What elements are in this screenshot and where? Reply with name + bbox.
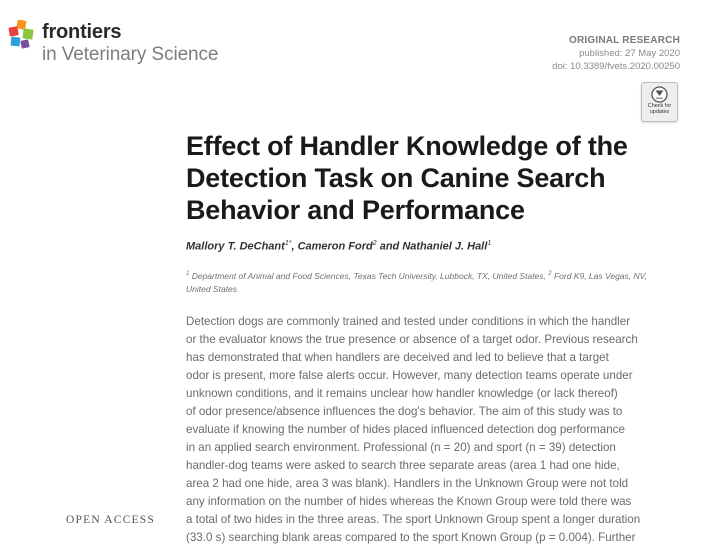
abstract-line: (33.0 s) searching blank areas compared to the sport Known Group (p = 0.004). Further bbox=[186, 531, 636, 544]
journal-brand: frontiers bbox=[42, 21, 122, 43]
author-name[interactable]: Cameron Ford bbox=[297, 240, 373, 253]
published-date: published: 27 May 2020 bbox=[579, 48, 680, 59]
affiliation-text: Ford K9, Las Vegas, NV, bbox=[551, 270, 648, 281]
author-affiliation-marker: 1 bbox=[487, 240, 492, 247]
abstract-line: any information on the number of hides whereas the Known Group were told there was bbox=[186, 495, 632, 508]
open-access-label: OPEN ACCESS bbox=[66, 514, 155, 526]
author-separator: and bbox=[376, 240, 403, 253]
author-name[interactable]: Mallory T. DeChant bbox=[186, 240, 285, 253]
article-type: ORIGINAL RESEARCH bbox=[568, 35, 680, 46]
abstract-line: has demonstrated that when handlers are deceived and led to believe that a target bbox=[186, 351, 609, 364]
abstract-line: or the evaluator knows the true presence or absence of a target odor. Previous research bbox=[186, 333, 638, 346]
check-for-updates-label bbox=[642, 103, 677, 115]
abstract-line: in an applied search environment. Professional (n = 20) and sport (n = 39) detection bbox=[186, 441, 616, 454]
badge-line-1: Check for bbox=[647, 103, 672, 109]
affiliation-text: United States bbox=[186, 283, 238, 294]
author-separator: , bbox=[291, 240, 298, 253]
check-for-updates-icon bbox=[651, 86, 668, 103]
title-line: Effect of Handler Knowledge of the bbox=[186, 131, 628, 161]
author-affiliation-marker: 1* bbox=[284, 240, 292, 247]
abstract-line: Detection dogs are commonly trained and tested under conditions in which the handler bbox=[186, 315, 631, 328]
title-line: Behavior and Performance bbox=[186, 195, 525, 225]
abstract-line: of odor presence/absence influences the dog's behavior. The aim of this study was to bbox=[186, 405, 623, 418]
abstract-line: handler-dog teams were asked to search three separate areas (area 1 had one hide, bbox=[186, 459, 620, 472]
abstract-line: evaluate if knowing the number of hides placed influenced detection dog performance bbox=[186, 423, 625, 436]
abstract-line: area 2 had one hide, area 3 was blank). Handlers in the Unknown Group were not told bbox=[186, 477, 629, 490]
doi-link[interactable]: doi: 10.3389/fvets.2020.00250 bbox=[552, 61, 680, 72]
affiliation-marker: 1 bbox=[186, 271, 190, 277]
article-meta bbox=[552, 34, 680, 73]
abstract bbox=[186, 313, 679, 547]
author-name[interactable]: Nathaniel J. Hall bbox=[402, 240, 488, 253]
journal-title: in Veterinary Science bbox=[42, 44, 219, 65]
journal-logo[interactable] bbox=[8, 16, 268, 72]
title-line: Detection Task on Canine Search bbox=[186, 163, 606, 193]
check-for-updates-button[interactable] bbox=[641, 82, 678, 122]
badge-line-2: updates bbox=[649, 109, 670, 115]
abstract-line: a total of two hides in the three areas. The sport Unknown Group spent a longer duration bbox=[186, 513, 641, 526]
abstract-line: odor is present, more false alerts occur. However, many detection teams operate under bbox=[186, 369, 633, 382]
abstract-line: unknown conditions, and it remains unclear how handler knowledge (or lack thereof) bbox=[186, 387, 618, 400]
affiliations bbox=[186, 268, 676, 296]
author-affiliation-marker: 2 bbox=[372, 240, 377, 247]
article-title bbox=[186, 130, 676, 226]
affiliation-marker: 2 bbox=[548, 271, 552, 277]
affiliation-text: Department of Animal and Food Sciences, Texas Tech University, Lubbock, TX, United States, bbox=[189, 270, 549, 281]
author-list bbox=[186, 240, 676, 253]
frontiers-logo-icon bbox=[8, 20, 36, 50]
